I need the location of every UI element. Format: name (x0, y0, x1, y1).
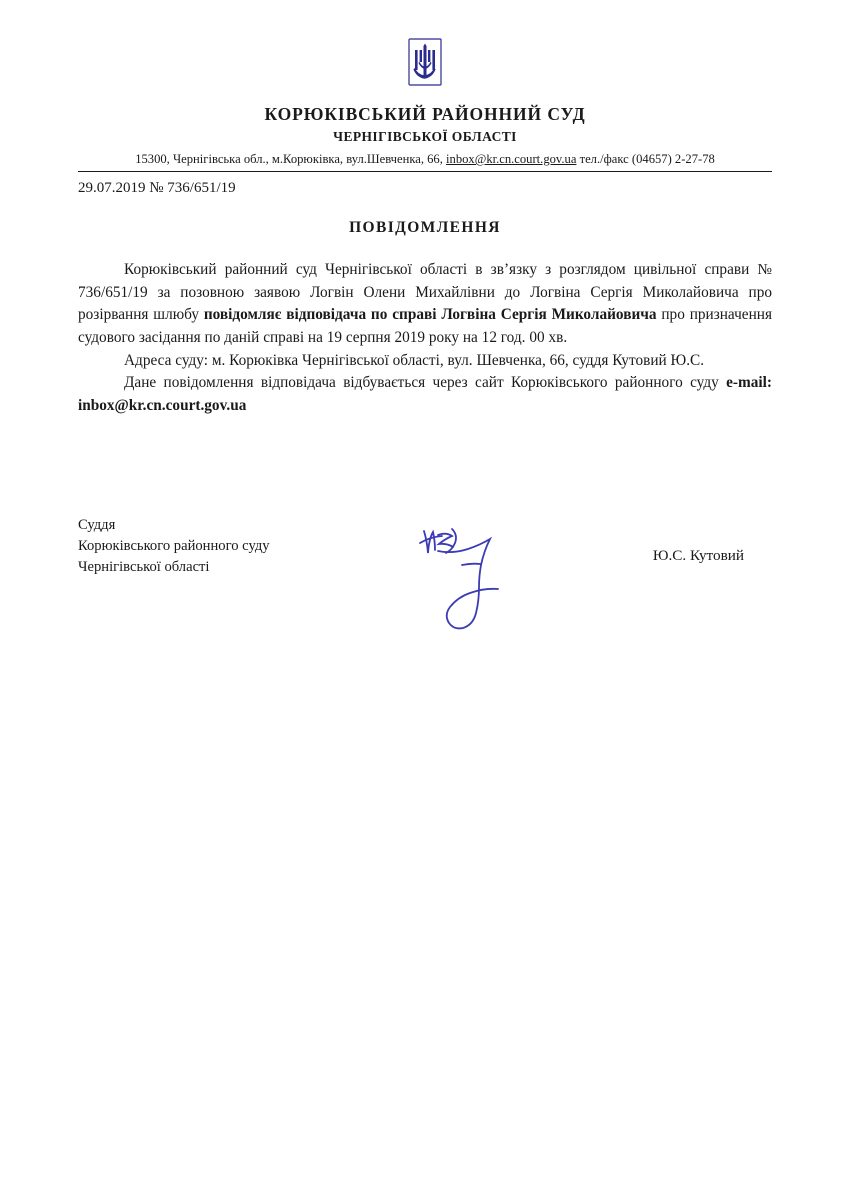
ukraine-coat-of-arms-trident-icon (408, 38, 442, 86)
body-paragraph-3 (78, 372, 772, 417)
document-body (78, 259, 772, 417)
body-paragraph-1 (78, 259, 772, 350)
signer-title-line-2: Корюківського районного суду (78, 538, 270, 555)
signer-title-line-3: Чернігівської області (78, 558, 210, 575)
document-title: ПОВІДОМЛЕННЯ (349, 219, 501, 236)
paragraph3-bold1: e-mail: inbox@kr.cn.court.gov.ua (78, 374, 772, 414)
body-paragraph-2: Адреса суду: м. Корюківка Чернігівської області, вул. Шевченка, 66, суддя Кутовий Ю.С. (124, 351, 705, 369)
emblem-container (78, 0, 772, 86)
court-contact-line (78, 152, 772, 172)
court-name: КОРЮКІВСЬКИЙ РАЙОННИЙ СУД (264, 104, 586, 124)
paragraph1-bold1: повідомляє відповідача по справі Логвіна Сергія Миколайовича (203, 306, 657, 324)
document-reference-line: 29.07.2019 № 736/651/19 (78, 180, 236, 196)
contact-address: 15300, Чернігівська обл., м.Корюківка, вул.Шевченка, 66, (135, 152, 447, 166)
signer-title-block (78, 515, 418, 577)
handwritten-signature-icon (418, 521, 548, 651)
signer-name: Ю.С. Кутовий (652, 547, 744, 565)
paragraph3-part1: Дане повідомлення відповідача відбувається через сайт Корюківського районного суду (124, 374, 727, 392)
court-region: ЧЕРНІГІВСЬКОЇ ОБЛАСТІ (333, 129, 517, 144)
contact-email: inbox@kr.cn.court.gov.ua (446, 152, 577, 166)
signer-title-line-1: Суддя (78, 517, 116, 534)
paragraph1-part1: Корюківський районний суд Чернігівської області в зв’язку з розглядом цивільної справи № 736/651/19 за позовною заявою Логвін Олени Михайлівни до Логвіна Сергія Миколайовича про розірвання шлюбу (78, 261, 772, 324)
paragraph1-part2: про призначення судового засідання по даній справі на 19 серпня 2019 року на 12 год. 00 хв. (78, 306, 773, 346)
contact-phone: тел./факс (04657) 2-27-78 (576, 152, 715, 166)
signature-area (78, 515, 772, 675)
